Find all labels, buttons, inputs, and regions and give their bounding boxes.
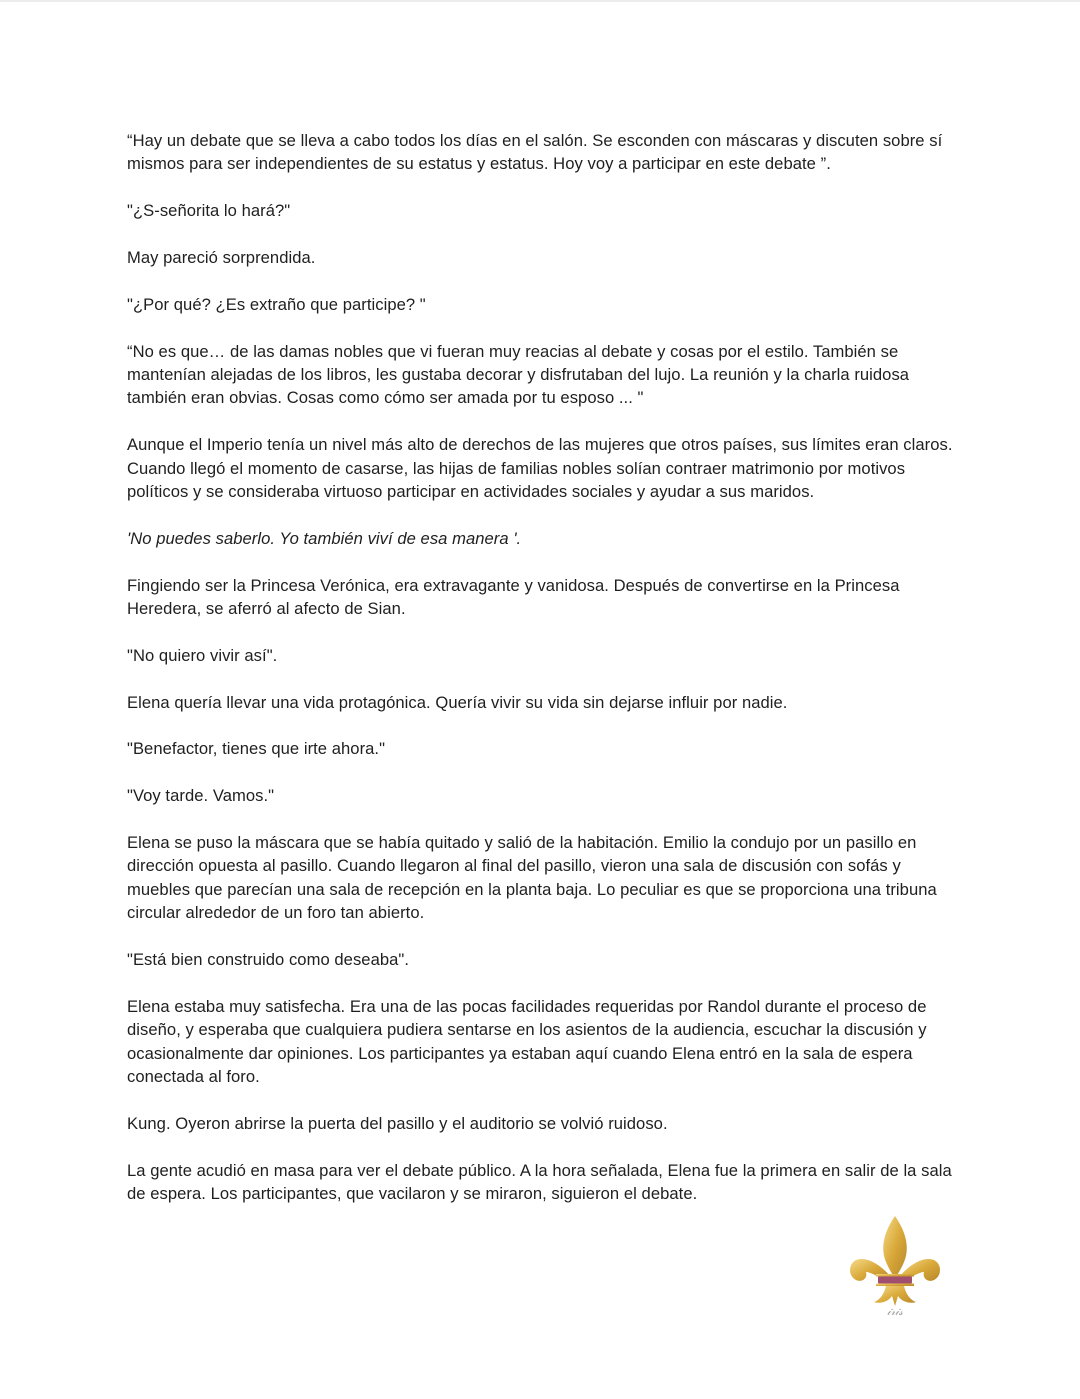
- paragraph: Aunque el Imperio tenía un nivel más alto de derechos de las mujeres que otros países, sus límites eran claros. Cuando llegó el momento de casarse, las hijas de familias nobles solían contraer matrimonio por motivos políticos y se consideraba virtuoso participar en actividades sociales y ayudar a sus maridos.: [127, 435, 953, 502]
- paragraph: "No quiero vivir así".: [127, 645, 278, 665]
- logo-signature: 𝒾𝓇𝒾𝓈: [887, 1305, 903, 1318]
- paragraph: Kung. Oyeron abrirse la puerta del pasillo y el auditorio se volvió ruidoso.: [127, 1113, 668, 1133]
- paragraph: Elena quería llevar una vida protagónica. Quería vivir su vida sin dejarse influir por nadie.: [127, 692, 788, 712]
- paragraph: “No es que… de las damas nobles que vi fueran muy reacias al debate y cosas por el estilo. También se mantenían alejadas de los libros, les gustaba decorar y disfrutaban del lujo. La reunión y la charla ruidosa también eran obvias. Cosas como cómo ser amada por tu esposo ... ": [127, 341, 910, 408]
- paragraph: Elena se puso la máscara que se había quitado y salió de la habitación. Emilio la condujo por un pasillo en dirección opuesta al pasillo. Cuando llegaron al final del pasillo, vieron una sala de discusión con sofás y muebles que parecían una sala de recepción en la planta baja. Lo peculiar es que se proporciona una tribuna circular alrededor de un foro tan abierto.: [127, 833, 937, 923]
- paragraph: La gente acudió en masa para ver el debate público. A la hora señalada, Elena fue la primera en salir de la sala de espera. Los participantes, que vacilaron y se miraron, siguieron el debate.: [127, 1160, 952, 1204]
- paragraph: "¿S-señorita lo hará?": [127, 201, 291, 221]
- paragraph: "Benefactor, tienes que irte ahora.": [127, 739, 386, 759]
- paragraph-italic-thought: 'No puedes saberlo. Yo también viví de esa manera '.: [127, 528, 522, 548]
- paragraph: Elena estaba muy satisfecha. Era una de las pocas facilidades requeridas por Randol durante el proceso de diseño, y esperaba que cualquiera pudiera sentarse en los asientos de la audiencia, escuchar la discusión y ocasionalmente dar opiniones. Los participantes ya estaban aquí cuando Elena entró en la sala de espera conectada al foro.: [127, 996, 927, 1087]
- paragraph: "Está bien construido como deseaba".: [127, 950, 410, 970]
- page-top-border: [0, 0, 1080, 2]
- document-body: [127, 129, 957, 1229]
- paragraph: Fingiendo ser la Princesa Verónica, era extravagante y vanidosa. Después de convertirse en la Princesa Heredera, se aferró al afecto de Sian.: [127, 575, 900, 619]
- paragraph: “Hay un debate que se lleva a cabo todos los días en el salón. Se esconden con máscaras y discuten sobre sí mismos para ser independientes de su estatus y estatus. Hoy voy a participar en este debate ”.: [127, 131, 943, 174]
- paragraph: "Voy tarde. Vamos.": [127, 786, 275, 806]
- paragraph: "¿Por qué? ¿Es extraño que participe? ": [127, 294, 426, 314]
- paragraph: May pareció sorprendida.: [127, 248, 316, 267]
